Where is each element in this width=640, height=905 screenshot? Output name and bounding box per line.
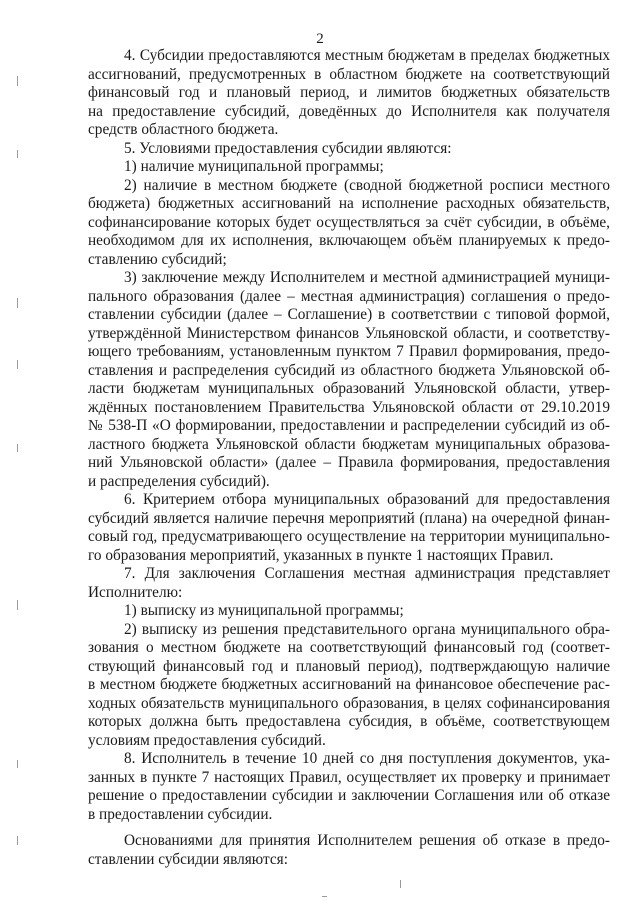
- text-line: 2) выписку из решения представительного органа муниципального обра-: [124, 620, 610, 638]
- scan-artifact: [17, 150, 18, 158]
- text-line: 2) наличие в местном бюджете (сводной бюджетной росписи местного: [124, 176, 610, 194]
- paragraph: [88, 491, 610, 565]
- paragraph: [88, 140, 610, 159]
- text-line: средств областного бюджета.: [88, 121, 279, 138]
- text-line: ющего требованиям, установленным пунктом 7 Правил формирования, предо-: [88, 343, 610, 360]
- page-number: 2: [316, 31, 324, 47]
- scan-artifact: [400, 880, 401, 888]
- text-line: утверждённой Министерством финансов Ульяновской области, и соответству-: [88, 324, 610, 342]
- paragraph: [88, 47, 610, 140]
- text-line: ждённых постановлением Правительства Ульяновской области от 29.10.2019: [88, 398, 610, 416]
- text-line: ходных обязательств муниципального образования, в целях софинансирования: [88, 694, 610, 712]
- text-line: Основаниями для принятия Исполнителем решения об отказе в предо-: [124, 832, 610, 849]
- text-line: ставлении субсидии являются:: [88, 850, 288, 868]
- scan-artifact: [17, 298, 18, 308]
- text-line: ствующий финансовый год и плановый период), подтверждающую наличие: [88, 657, 610, 675]
- text-line: ставлении субсидии (далее – Соглашение) в соответствии с типовой формой,: [88, 306, 610, 323]
- text-line: № 538-П «О формировании, предоставлении и распределении субсидий из об-: [88, 417, 610, 434]
- text-line: 3) заключение между Исполнителем и местной администрацией муници-: [124, 269, 610, 286]
- text-line: зования о местном бюджете на соответствующий финансовый год (соответ-: [88, 639, 610, 656]
- text-line: 5. Условиями предоставления субсидии являются:: [124, 139, 452, 157]
- scan-artifact: [17, 760, 18, 768]
- paragraph: [88, 177, 610, 270]
- text-line: ластного бюджета Ульяновской области бюджетам муниципальных образова-: [88, 435, 610, 453]
- text-line: и распределения субсидий).: [88, 472, 270, 490]
- text-line: занных в пункте 7 настоящих Правил, осуществляет их проверку и принимает: [88, 768, 610, 786]
- paragraph-gap: [88, 824, 610, 832]
- scan-artifact: [17, 444, 18, 452]
- text-line: решение о предоставлении субсидии и заключении Соглашения или об отказе: [88, 787, 610, 804]
- paragraph: [88, 750, 610, 824]
- text-line: совый год, предусматривающего осуществление на территории муниципально-: [88, 528, 610, 545]
- paragraph: [88, 621, 610, 751]
- scan-artifact: [322, 896, 327, 897]
- text-line: на предоставление субсидий, доведённых до Исполнителя как получателя: [88, 102, 610, 120]
- paragraph: [88, 832, 610, 869]
- paragraph: [88, 158, 610, 177]
- text-line: необходимом для их исполнения, включающем объём планируемых к предо-: [88, 232, 610, 249]
- paragraph: [88, 269, 610, 491]
- scan-artifact: [17, 76, 18, 86]
- text-line: софинансирование которых будет осуществляться за счёт субсидии, в объёме,: [88, 213, 610, 231]
- text-line: ласти бюджетам муниципальных образований Ульяновской области, утвер-: [88, 380, 610, 397]
- text-line: в предоставлении субсидии.: [88, 805, 273, 823]
- scan-artifact: [17, 360, 18, 369]
- text-line: 4. Субсидии предоставляются местным бюджетам в пределах бюджетных: [124, 47, 610, 64]
- text-line: ассигнований, предусмотренных в областном бюджете на соответствующий: [88, 65, 610, 83]
- text-line: 6. Критерием отбора муниципальных образований для предоставления: [124, 491, 610, 508]
- scan-artifact: [17, 836, 18, 845]
- text-line: бюджета) бюджетных ассигнований на исполнение расходных обязательств,: [88, 195, 610, 212]
- text-line: ний Ульяновской области» (далее – Правила формирования, предоставления: [88, 454, 610, 471]
- document-body: [88, 47, 610, 869]
- text-line: финансовый год и плановый период, и лимитов бюджетных обязательств: [88, 84, 610, 101]
- scan-artifact: [17, 600, 18, 610]
- text-line: ставлению субсидий;: [88, 250, 227, 268]
- text-line: пального образования (далее – местная администрация) соглашения о предо-: [88, 287, 610, 305]
- text-line: субсидий является наличие перечня мероприятий (плана) на очередной финан-: [88, 509, 610, 527]
- text-line: 8. Исполнитель в течение 10 дней со дня поступления документов, ука-: [124, 750, 610, 767]
- paragraph: [88, 602, 610, 621]
- text-line: го образования мероприятий, указанных в пункте 1 настоящих Правил.: [88, 546, 554, 564]
- paragraph: [88, 565, 610, 602]
- text-line: 1) наличие муниципальной программы;: [124, 158, 384, 175]
- text-line: 1) выписку из муниципальной программы;: [124, 602, 404, 619]
- text-line: условиям предоставления субсидий.: [88, 731, 326, 749]
- text-line: которых должна быть предоставлена субсидия, в объёме, соответствующем: [88, 713, 610, 730]
- text-line: в местном бюджете бюджетных ассигнований на финансовое обеспечение рас-: [88, 676, 610, 693]
- text-line: Исполнителю:: [88, 583, 183, 601]
- text-line: 7. Для заключения Соглашения местная администрация представляет: [124, 565, 610, 582]
- text-line: ставления и распределения субсидий из областного бюджета Ульяновской об-: [88, 361, 610, 379]
